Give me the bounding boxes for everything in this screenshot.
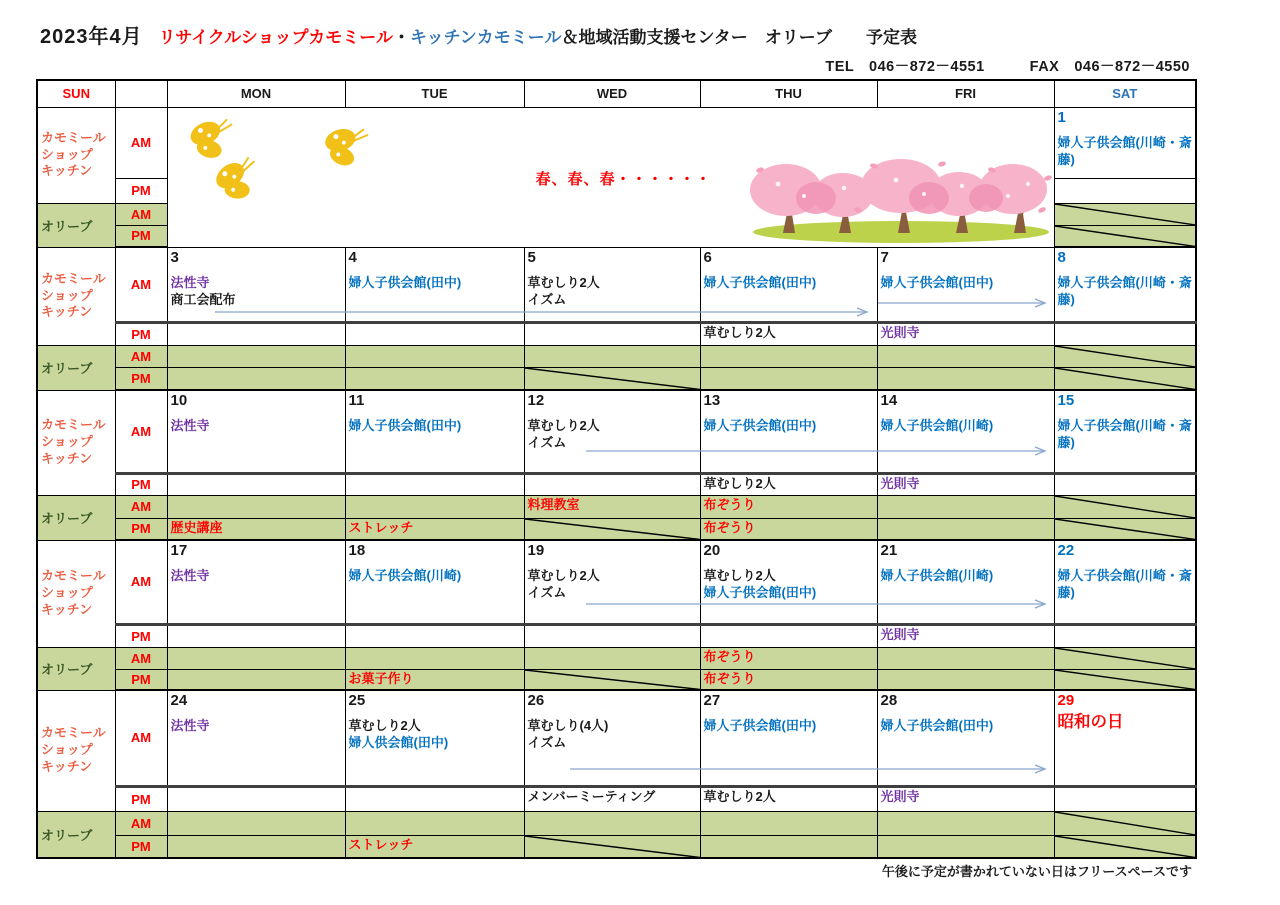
week2-olive-pm-row [37, 367, 1196, 390]
slot-pm: PM [115, 225, 167, 247]
event: 料理教室 [527, 496, 580, 512]
day-number: 25 [348, 692, 366, 709]
slot-pm: PM [115, 473, 167, 495]
day-13-olive-pm-cell [700, 518, 877, 540]
title-kitchen-name: キッチンカモミール [409, 28, 562, 47]
day-number: 19 [527, 542, 545, 559]
event: 婦人子供会館(川崎・斎藤) [1057, 134, 1192, 167]
weekday-header-row [37, 80, 1196, 107]
group-label-olive: オリーブ [37, 647, 115, 690]
day-number: 27 [703, 692, 721, 709]
week5-olive-am-row [37, 811, 1196, 835]
title-rest: ＆地域活動支援センター オリーブ 予定表 [561, 28, 917, 47]
week5-olive-pm-row [37, 835, 1196, 858]
day-4-pm-cell [345, 322, 524, 345]
group-label-olive: オリーブ [37, 811, 115, 858]
slot-am: AM [115, 540, 167, 624]
event: 婦人子供会館(田中) [703, 274, 817, 290]
day-14-pm-cell [877, 473, 1054, 495]
event: メンバーミーティング [527, 788, 656, 804]
day-10-olive-pm-cell [167, 518, 345, 540]
day-12-am-cell [524, 390, 700, 473]
group-label-chamomile: カモミール ショップ キッチン [37, 540, 115, 647]
day-11-olive-pm-cell [345, 518, 524, 540]
day-15-olive-pm-cell-crossed [1054, 518, 1196, 540]
week3-olive-pm-row [37, 518, 1196, 540]
event: イズム [527, 435, 567, 451]
day-6-am-cell [700, 247, 877, 322]
day-22-olive-am-cell-crossed [1054, 647, 1196, 669]
header-mon: MON [167, 80, 345, 107]
event: 草むしり2人 [703, 568, 776, 584]
day-7-pm-cell [877, 322, 1054, 345]
event: お菓子作り [348, 670, 414, 686]
day-21-pm-cell [877, 624, 1054, 647]
day-number: 1 [1057, 108, 1066, 126]
week3-olive-am-row [37, 495, 1196, 518]
week2-olive-am-row [37, 345, 1196, 367]
day-number: 4 [348, 248, 357, 266]
event: 光則寺 [880, 788, 920, 804]
day-12-olive-pm-cell-crossed [524, 518, 700, 540]
event: 婦人子供会館(田中) [880, 274, 994, 290]
day-number: 29 [1057, 692, 1075, 709]
butterfly-icon [316, 120, 380, 176]
slot-am: AM [115, 690, 167, 786]
group-label-olive: オリーブ [37, 203, 115, 247]
tel-fax: TEL 046－872－4551 FAX 046－872－4550 [825, 59, 1190, 75]
day-number: 20 [703, 542, 721, 559]
event: 光則寺 [880, 475, 920, 491]
day-8-olive-pm-cell-crossed [1054, 367, 1196, 390]
calendar-table [36, 79, 1197, 859]
event: 婦人供会館(田中) [348, 735, 449, 751]
day-number: 3 [170, 248, 179, 266]
day-number: 21 [880, 542, 898, 559]
event: 婦人子供会館(川崎) [348, 568, 462, 584]
week2-am-row [37, 247, 1196, 322]
day-24-am-cell [167, 690, 345, 786]
title-shop-name: リサイクルショップカモミール [158, 28, 393, 47]
slot-pm: PM [115, 669, 167, 690]
day-20-olive-pm-cell [700, 669, 877, 690]
day-1-am-cell [1054, 107, 1196, 178]
slot-am: AM [115, 203, 167, 225]
day-27-am-cell [700, 690, 877, 786]
day-28-pm-cell [877, 786, 1054, 811]
event: 草むしり2人 [527, 418, 600, 434]
day-11-am-cell [345, 390, 524, 473]
event: 婦人子供会館(川崎・斎藤) [1057, 275, 1192, 308]
day-number: 22 [1057, 542, 1075, 559]
event: イズム [527, 735, 567, 751]
week1-decoration-cell [167, 107, 1054, 247]
header-tue: TUE [345, 80, 524, 107]
event: 草むしり2人 [527, 568, 600, 584]
slot-pm: PM [115, 518, 167, 540]
day-7-am-cell [877, 247, 1054, 322]
day-19-olive-pm-cell-crossed [524, 669, 700, 690]
day-10-am-cell [167, 390, 345, 473]
event: 布ぞうり [703, 519, 756, 535]
event: 法性寺 [170, 718, 210, 734]
day-number: 6 [703, 248, 712, 266]
group-label-chamomile: カモミール ショップ キッチン [37, 390, 115, 495]
slot-pm: PM [115, 786, 167, 811]
day-22-olive-pm-cell-crossed [1054, 669, 1196, 690]
day-1-olive-pm-cell-crossed [1054, 225, 1196, 247]
day-number: 5 [527, 248, 536, 266]
week4-olive-am-row [37, 647, 1196, 669]
day-15-am-cell [1054, 390, 1196, 473]
day-1-olive-am-cell-crossed [1054, 203, 1196, 225]
week1-am-row [37, 107, 1196, 178]
week4-am-row [37, 540, 1196, 624]
day-29-olive-am-cell-crossed [1054, 811, 1196, 835]
day-22-am-cell [1054, 540, 1196, 624]
event: 婦人子供会館(田中) [703, 585, 817, 601]
week2-pm-row [37, 322, 1196, 345]
week4-olive-pm-row [37, 669, 1196, 690]
day-number: 8 [1057, 249, 1066, 266]
day-29-am-cell [1054, 690, 1196, 786]
day-19-am-cell [524, 540, 700, 624]
title-month: 2023年4月 [40, 26, 143, 48]
event: 歴史講座 [170, 519, 223, 535]
day-20-olive-am-cell [700, 647, 877, 669]
holiday-label: 昭和の日 [1057, 713, 1124, 732]
slot-pm: PM [115, 367, 167, 390]
event: 婦人子供会館(川崎) [880, 418, 994, 434]
event: ストレッチ [348, 836, 414, 852]
day-13-olive-am-cell [700, 495, 877, 518]
day-number: 11 [348, 392, 365, 409]
week3-am-row [37, 390, 1196, 473]
event: 布ぞうり [703, 670, 756, 686]
day-25-am-cell [345, 690, 524, 786]
day-27-pm-cell [700, 786, 877, 811]
event: 婦人子供会館(川崎) [880, 568, 994, 584]
day-8-am-cell [1054, 247, 1196, 322]
event: イズム [527, 585, 567, 601]
day-18-am-cell [345, 540, 524, 624]
day-21-am-cell [877, 540, 1054, 624]
week5-am-row [37, 690, 1196, 786]
day-8-olive-am-cell-crossed [1054, 345, 1196, 367]
event: 草むしり2人 [703, 475, 776, 491]
week5-pm-row [37, 786, 1196, 811]
event: イズム [527, 291, 567, 307]
day-6-pm-cell [700, 322, 877, 345]
header-fri: FRI [877, 80, 1054, 107]
event: 布ぞうり [703, 496, 756, 512]
day-14-am-cell [877, 390, 1054, 473]
day-29-olive-pm-cell-crossed [1054, 835, 1196, 858]
event: 商工会配布 [170, 291, 236, 307]
day-5-olive-pm-cell-crossed [524, 367, 700, 390]
day-25-olive-pm-cell [345, 835, 524, 858]
day-number: 14 [880, 392, 898, 409]
event: 婦人子供会館(田中) [348, 274, 462, 290]
group-label-olive: オリーブ [37, 495, 115, 540]
day-13-pm-cell [700, 473, 877, 495]
day-12-olive-am-cell [524, 495, 700, 518]
event: 草むしり2人 [527, 274, 600, 290]
event: 布ぞうり [703, 648, 756, 664]
slot-pm: PM [115, 322, 167, 345]
event: 法性寺 [170, 418, 210, 434]
slot-am: AM [115, 107, 167, 178]
footer-note: 午後に予定が書かれていない日はフリースペースです [881, 864, 1192, 879]
day-3-pm-cell [167, 322, 345, 345]
week3-pm-row [37, 473, 1196, 495]
group-label-chamomile: カモミール ショップ キッチン [37, 247, 115, 345]
event: 婦人子供会館(川崎・斎藤) [1057, 568, 1192, 601]
day-1-pm-cell [1054, 178, 1196, 203]
day-number: 18 [348, 542, 366, 559]
group-label-olive: オリーブ [37, 345, 115, 390]
day-8-pm-cell [1054, 322, 1196, 345]
event: 草むしり2人 [348, 718, 421, 734]
header-sat: SAT [1054, 80, 1196, 107]
event: ストレッチ [348, 519, 414, 535]
header-thu: THU [700, 80, 877, 107]
event: 草むしり(4人) [527, 718, 609, 734]
week4-pm-row [37, 624, 1196, 647]
event: 光則寺 [880, 626, 920, 642]
slot-am: AM [115, 495, 167, 518]
day-number: 24 [170, 692, 188, 709]
day-number: 28 [880, 692, 898, 709]
slot-am: AM [115, 811, 167, 835]
day-number: 12 [527, 392, 545, 409]
day-18-olive-pm-cell [345, 669, 524, 690]
day-number: 13 [703, 392, 721, 409]
event: 草むしり2人 [703, 788, 776, 804]
event: 光則寺 [880, 324, 920, 340]
title-separator: ・ [392, 28, 410, 47]
header-wed: WED [524, 80, 700, 107]
day-3-am-cell [167, 247, 345, 322]
day-number: 15 [1057, 392, 1075, 409]
event: 婦人子供会館(田中) [348, 418, 462, 434]
day-13-am-cell [700, 390, 877, 473]
day-26-pm-cell [524, 786, 700, 811]
slot-pm: PM [115, 835, 167, 858]
day-4-am-cell [345, 247, 524, 322]
day-number: 26 [527, 692, 545, 709]
day-26-am-cell [524, 690, 700, 786]
day-28-am-cell [877, 690, 1054, 786]
group-label-chamomile: カモミール ショップ キッチン [37, 690, 115, 811]
slot-pm: PM [115, 624, 167, 647]
day-number: 7 [880, 248, 889, 266]
event: 草むしり2人 [703, 324, 776, 340]
day-5-am-cell [524, 247, 700, 322]
day-26-olive-pm-cell-crossed [524, 835, 700, 858]
event: 婦人子供会館(田中) [703, 718, 817, 734]
slot-am: AM [115, 247, 167, 322]
slot-am: AM [115, 390, 167, 473]
slot-am: AM [115, 345, 167, 367]
event: 婦人子供会館(田中) [703, 418, 817, 434]
event: 婦人子供会館(田中) [880, 718, 994, 734]
page-title [40, 20, 917, 49]
slot-pm: PM [115, 178, 167, 203]
event: 法性寺 [170, 568, 210, 584]
event: 法性寺 [170, 274, 210, 290]
group-label-chamomile: カモミール ショップ キッチン [37, 107, 115, 203]
spring-note: 春、春、春・・・・・・ [535, 170, 712, 188]
event: 婦人子供会館(川崎・斎藤) [1057, 418, 1192, 451]
slot-am: AM [115, 647, 167, 669]
day-20-am-cell [700, 540, 877, 624]
header-blank [115, 80, 167, 107]
day-15-olive-am-cell-crossed [1054, 495, 1196, 518]
cherry-blossom-illustration [746, 158, 1055, 246]
header-sun: SUN [37, 80, 115, 107]
day-number: 17 [170, 542, 188, 559]
day-5-pm-cell [524, 322, 700, 345]
day-number: 10 [170, 392, 188, 409]
day-17-am-cell [167, 540, 345, 624]
